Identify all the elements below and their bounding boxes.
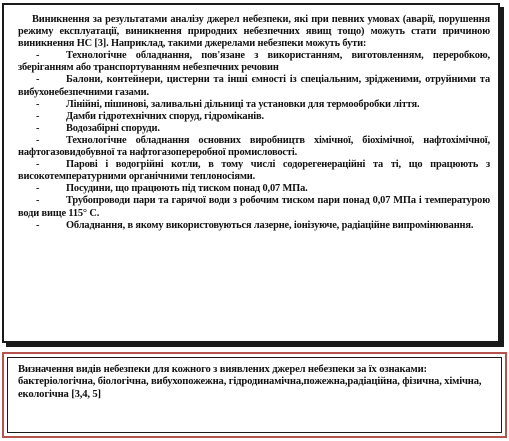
list-item-text: Водозабірні споруди.: [66, 122, 160, 134]
danger-types-list: бактеріологічна, біологічна, вибухопожежна, гідродинамічна,пожежна,радіаційна, фізична, хімічна, екологічна [3,4, 5]: [18, 376, 482, 400]
list-item: [18, 99, 490, 111]
list-dash: -: [36, 122, 40, 134]
list-item: [18, 135, 490, 159]
list-item-text: Обладнання, в якому використовуються лазерне, іонізуюче, радіаційне випромінювання.: [66, 219, 474, 231]
list-item-text: Парові і водогрійні котли, в тому числі содорегенераційні та ті, що працюють з високотемпературними органічними теплоносіями.: [18, 159, 490, 183]
list-dash: -: [36, 74, 40, 86]
intro-paragraph: Виникнення за результатами аналізу джерел небезпеки, які при певних умовах (аварії, порушення режиму експлуатації, виникнення природних небезпечних явищ тощо) можуть стати причиною виникнення НС [3]. Наприклад, такими джерелами небезпеки можуть бути:: [18, 14, 490, 50]
sources-of-danger-box: [2, 3, 500, 343]
list-dash: -: [36, 159, 40, 171]
list-item-text: Технологічне обладнання, пов'язане з використанням, виготовленням, переробкою, зберіганням або транспортуванням небезпечних речовин: [18, 50, 490, 74]
list-item: [18, 220, 490, 232]
list-item-text: Посудини, що працюють під тиском понад 0,07 МПа.: [66, 183, 308, 195]
list-item: [18, 50, 490, 74]
list-item-text: Дамби гідротехнічних споруд, гідроміканів.: [66, 110, 264, 122]
list-item-text: Лінійні, пішинові, заливальні дільниці та установки для термообробки ліття.: [66, 98, 420, 110]
list-item-text: Трубопроводи пари та гарячої води з робочим тиском пари понад 0,07 МПа і температурою води вище 115° С.: [18, 195, 490, 219]
list-item: [18, 183, 490, 195]
danger-types-box: [2, 352, 507, 438]
list-dash: -: [36, 183, 40, 195]
list-item-text: Технологічне обладнання основних виробництв хімічної, біохімічної, нафтохімічної, нафтогазовидобувної та нафтогазопереробної промисловості.: [18, 134, 490, 159]
list-dash: -: [36, 110, 40, 122]
list-dash: -: [36, 195, 40, 207]
list-dash: -: [36, 134, 40, 146]
list-item: [18, 195, 490, 219]
list-item: [18, 159, 490, 183]
list-item: [18, 74, 490, 98]
list-item: [18, 111, 490, 123]
list-item: [18, 123, 490, 135]
list-dash: -: [36, 98, 40, 110]
list-item-text: Балони, контейнери, цистерни та інші ємності із спеціальним, зрідженими, отруйними та вибухонебезпечними газами.: [18, 74, 490, 98]
danger-types-inner-frame: [7, 357, 502, 433]
list-dash: -: [36, 50, 40, 62]
list-dash: -: [36, 219, 40, 231]
danger-types-heading: Визначення видів небезпеки для кожного з виявлених джерел небезпеки за їх ознаками:: [18, 364, 427, 375]
